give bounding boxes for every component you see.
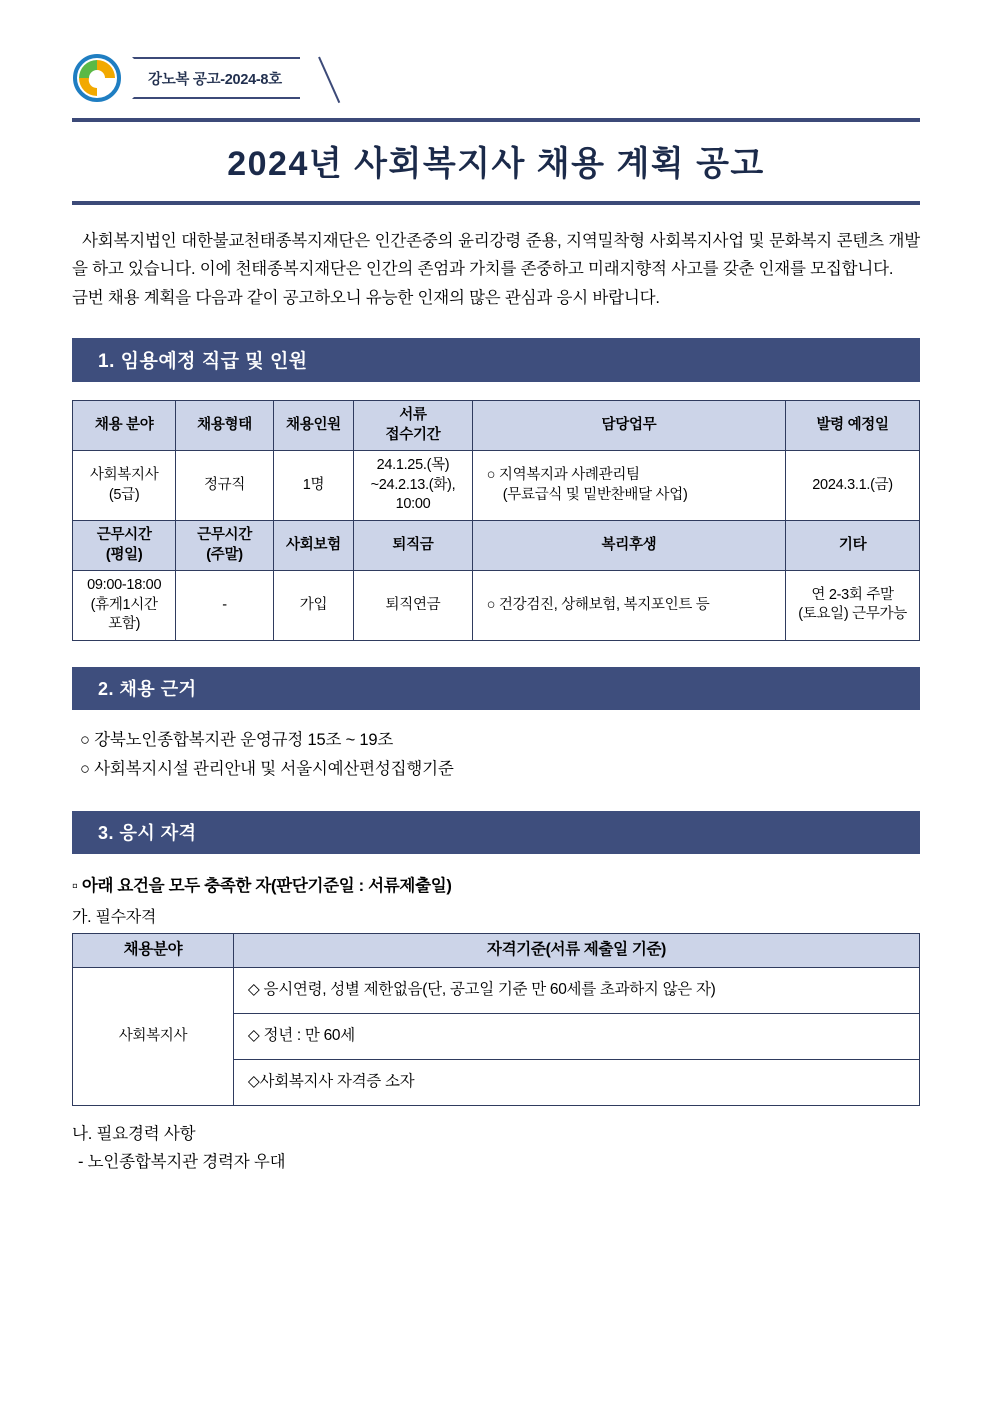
td-duty <box>472 451 785 521</box>
td-insurance: 가입 <box>273 571 353 641</box>
table-row <box>73 571 920 641</box>
page-title: 2024년 사회복지사 채용 계획 공고 <box>227 145 765 183</box>
td-weekday-hours <box>73 571 176 641</box>
td-field-line2: (5급) <box>108 486 140 503</box>
td-field <box>73 451 176 521</box>
td-severance: 퇴직연금 <box>354 571 473 641</box>
td-appointment: 2024.3.1.(금) <box>786 451 920 521</box>
th-duty: 담당업무 <box>472 401 785 451</box>
td-period-line1: 24.1.25.(목) <box>376 457 450 474</box>
td-period <box>354 451 473 521</box>
section-header-3: 3. 응시 자격 <box>72 811 920 854</box>
th-appointment: 발령 예정일 <box>786 401 920 451</box>
td-count: 1명 <box>273 451 353 521</box>
career-item: - 노인종합복지관 경력자 우대 <box>78 1152 286 1171</box>
th-etc: 기타 <box>786 520 920 570</box>
intro-paragraph-1: 사회복지법인 대한불교천태종복지재단은 인간존중의 윤리강령 준용, 지역밀착형 사회복지사업 및 문화복지 콘텐츠 개발을 하고 있습니다. 이에 천태종복지재단은 인간의 존엄과 가치를 존중하고 미래지향적 사고를 갖춘 인재를 모집합니다. <box>72 232 920 279</box>
section-header-1: 1. 임용예정 직급 및 인원 <box>72 338 920 382</box>
td-weekday-hours-line2: (휴게1시간 <box>90 596 158 613</box>
td-type: 정규직 <box>176 451 273 521</box>
table-row <box>73 968 920 1014</box>
intro-paragraphs <box>72 227 920 312</box>
td-weekday-hours-line1: 09:00-18:00 <box>87 577 162 594</box>
th-count: 채용인원 <box>273 401 353 451</box>
th-type: 채용형태 <box>176 401 273 451</box>
table-row <box>73 934 920 968</box>
th-insurance: 사회보험 <box>273 520 353 570</box>
th-period <box>354 401 473 451</box>
th-qual-criteria: 자격기준(서류 제출일 기준) <box>233 934 919 968</box>
th-weekday-hours-line2: (평일) <box>105 546 143 563</box>
td-etc-line2: (토요일) 근무가능 <box>798 606 907 623</box>
list-item: ○ 사회복지시설 관리안내 및 서울시예산편성집행기준 <box>80 760 454 779</box>
table-row <box>73 451 920 521</box>
td-etc <box>786 571 920 641</box>
notice-number-tag <box>132 57 300 99</box>
td-welfare: ○ 건강검진, 상해보험, 복지포인트 등 <box>472 571 785 641</box>
th-weekend-hours <box>176 520 273 570</box>
td-field-line1: 사회복지사 <box>89 467 159 484</box>
th-weekend-hours-line2: (주말) <box>206 546 243 563</box>
list-item: ○ 강북노인종합복지관 운영규정 15조 ~ 19조 <box>80 730 394 749</box>
th-weekday-hours <box>73 520 176 570</box>
recruitment-table <box>72 400 920 641</box>
intro-paragraph-2: 금번 채용 계획을 다음과 같이 공고하오니 유능한 인재의 많은 관심과 응시 바랍니다. <box>72 288 660 307</box>
notice-number-label: 강노복 공고-2024-8호 <box>148 71 282 88</box>
table-row <box>73 401 920 451</box>
th-period-line1: 서류 <box>399 407 427 424</box>
td-qual-item-2: ◇ 정년 : 만 60세 <box>233 1013 919 1059</box>
table-row <box>73 520 920 570</box>
section-header-2: 2. 채용 근거 <box>72 667 920 710</box>
th-qual-field: 채용분야 <box>73 934 234 968</box>
td-qual-field: 사회복지사 <box>73 968 234 1106</box>
th-weekday-hours-line1: 근무시간 <box>96 526 152 543</box>
basis-list <box>72 726 920 785</box>
th-welfare: 복리후생 <box>472 520 785 570</box>
td-duty-line1: ○ 지역복지과 사례관리팀 <box>486 467 640 484</box>
th-weekend-hours-line1: 근무시간 <box>197 526 252 543</box>
td-duty-line2: (무료급식 및 밑반찬배달 사업) <box>502 486 688 503</box>
qualification-table <box>72 933 920 1106</box>
th-severance: 퇴직금 <box>354 520 473 570</box>
qualification-subheading-a: 가. 필수자격 <box>72 909 157 927</box>
td-weekday-hours-line3: 포함) <box>108 616 141 633</box>
td-qual-item-3: ◇사회복지사 자격증 소자 <box>233 1059 919 1105</box>
th-period-line2: 접수기간 <box>385 426 441 443</box>
document-header <box>72 52 920 104</box>
title-block <box>72 118 920 205</box>
career-requirements <box>72 1120 920 1176</box>
circular-swirl-logo <box>72 53 122 103</box>
td-period-line2: ~24.2.13.(화), <box>370 476 456 493</box>
td-period-line3: 10:00 <box>395 496 431 513</box>
td-qual-item-1: ◇ 응시연령, 성별 제한없음(단, 공고일 기준 만 60세를 초과하지 않은 자) <box>233 968 919 1014</box>
qualification-subheading-b: 나. 필요경력 사항 <box>72 1124 196 1143</box>
td-etc-line1: 연 2-3회 주말 <box>811 586 894 603</box>
qualification-headline: ▫ 아래 요건을 모두 충족한 자(판단기준일 : 서류제출일) <box>72 877 452 896</box>
td-weekend-hours: - <box>176 571 273 641</box>
th-field: 채용 분야 <box>73 401 176 451</box>
